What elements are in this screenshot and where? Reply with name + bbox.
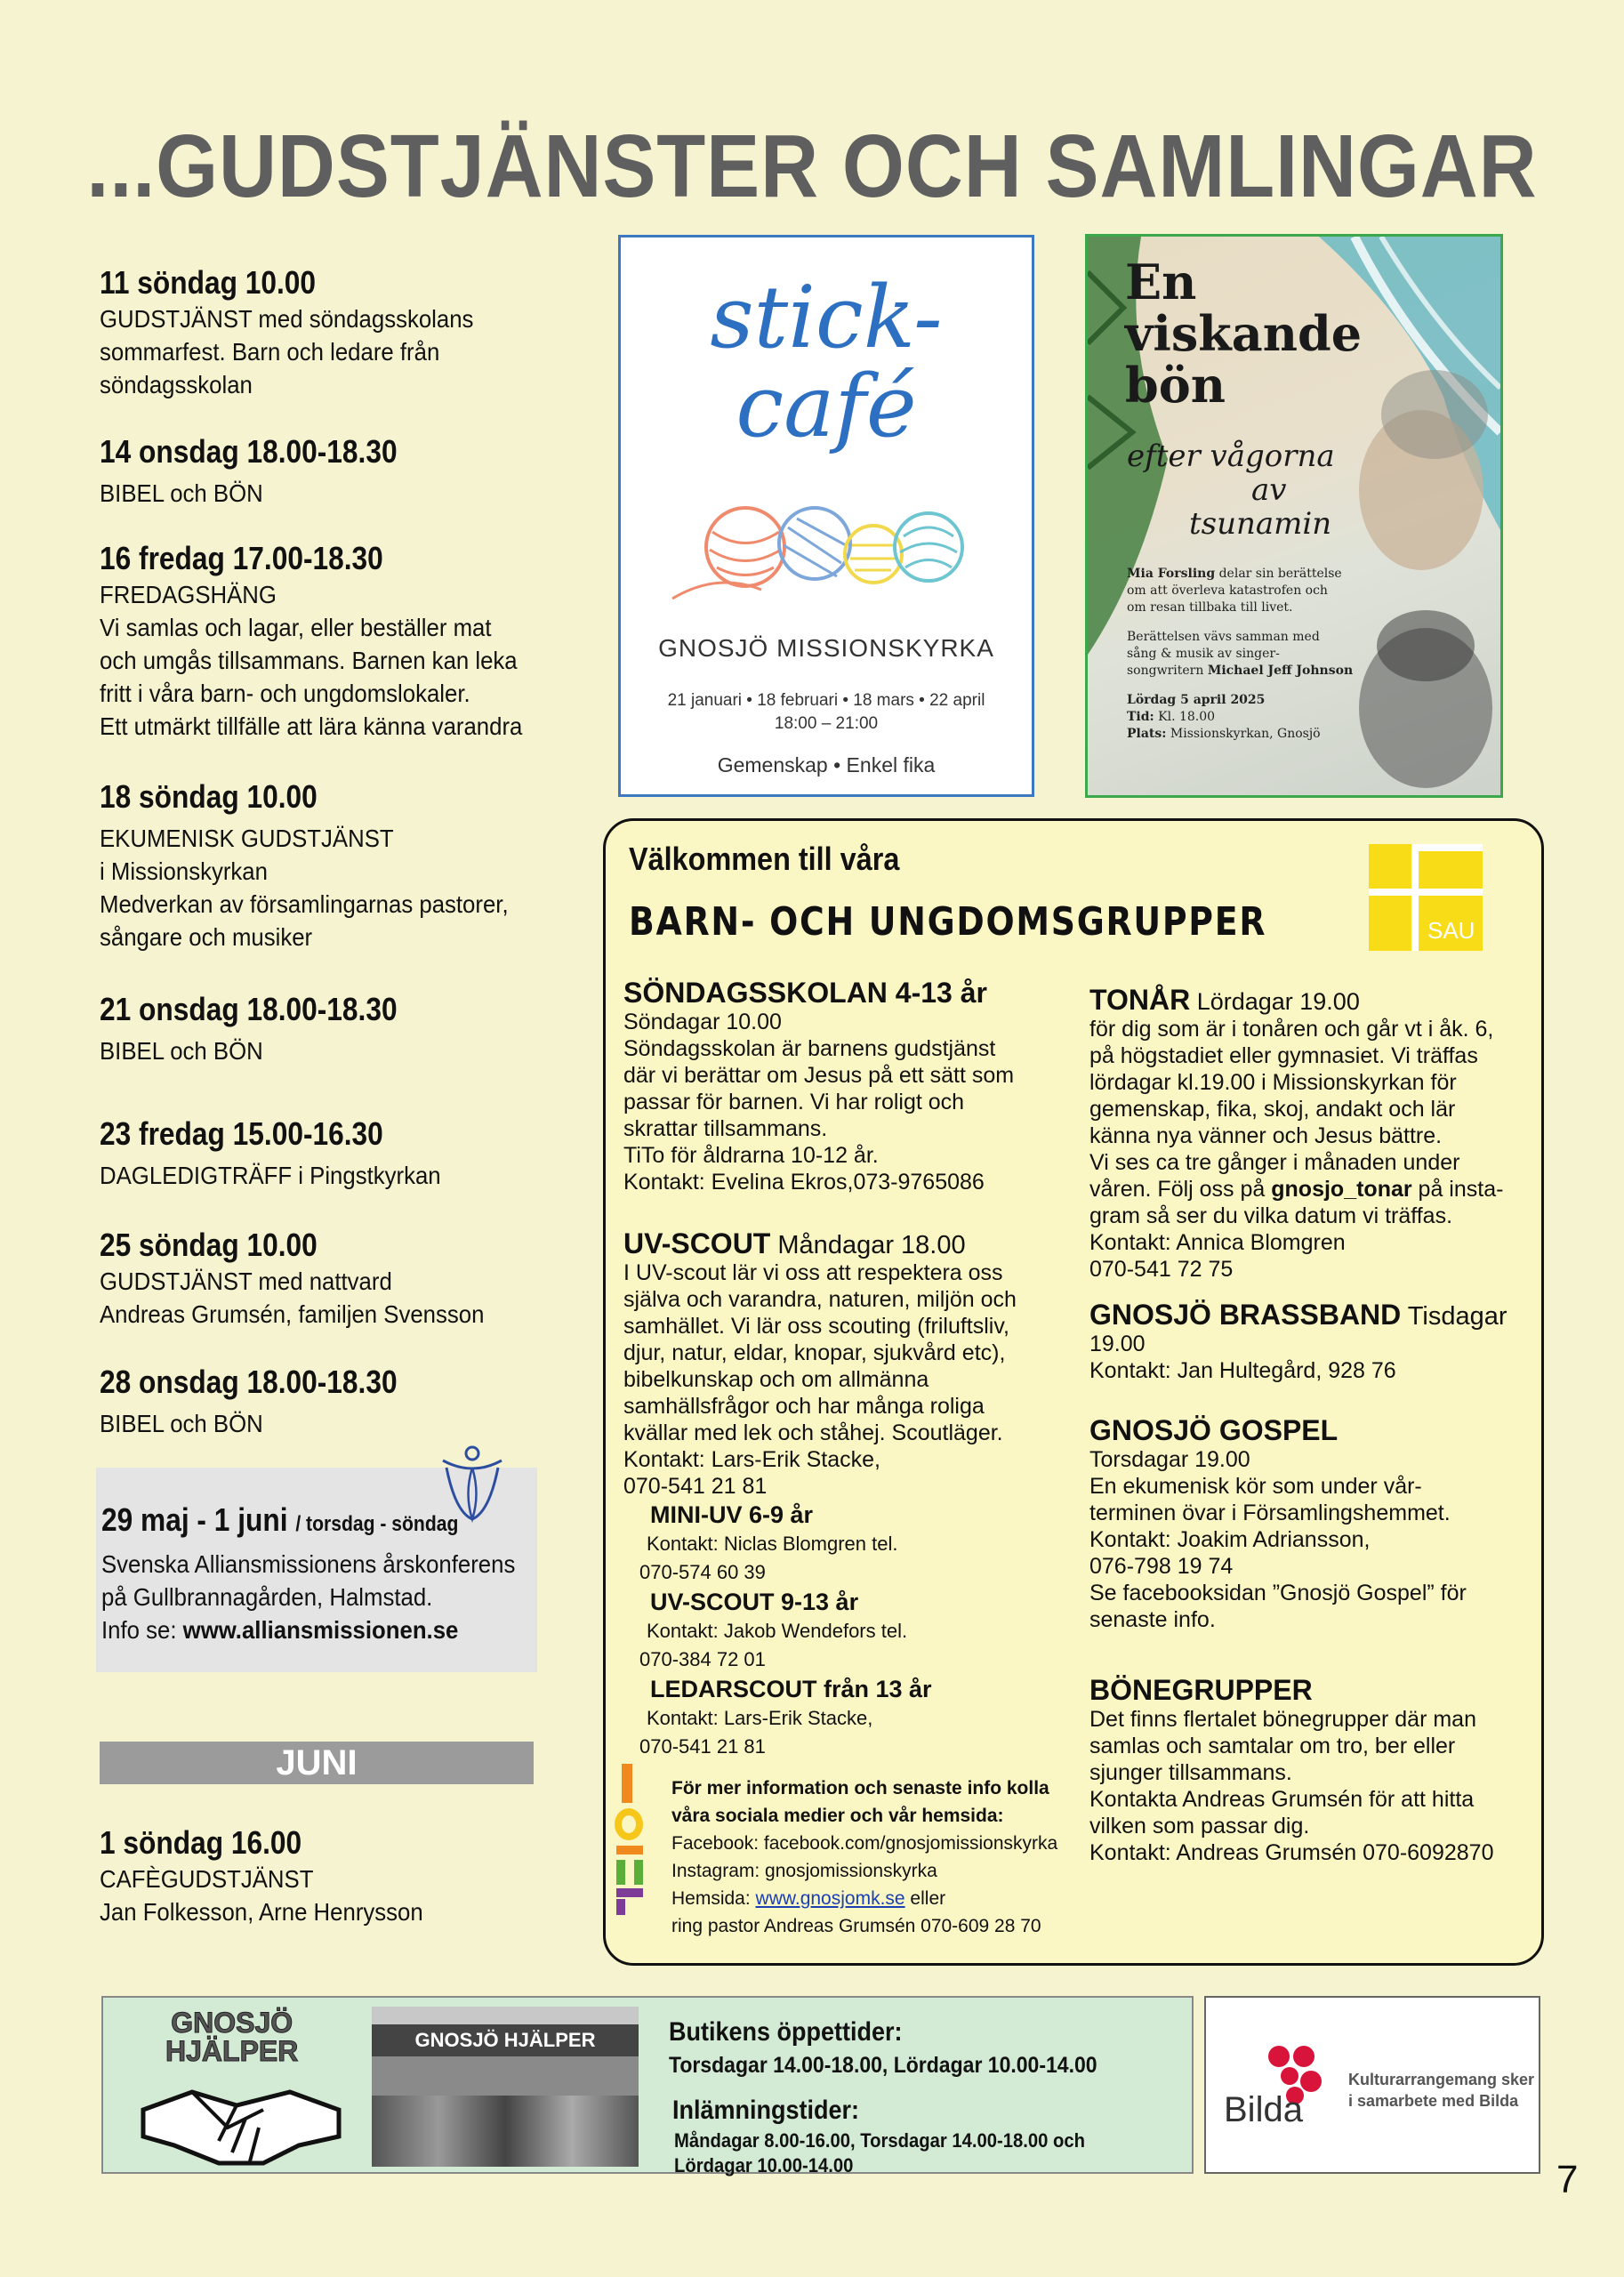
brassband-section: GNOSJÖ BRASSBAND Tisdagar 19.00 Kontakt: Jan Hultegård, 928 76 — [1089, 1299, 1507, 1383]
gospel-section: GNOSJÖ GOSPEL Torsdagar 19.00 En ekumenisk kör som under vår- terminen övar i Församlingshemmet. Kontakt: Joakim Adriansson, 076-798 19 74 Se facebooksidan ”Gnosjö Gospel” för senaste info. — [1089, 1414, 1467, 1632]
section-line: terminen övar i Församlingshemmet. — [1089, 1501, 1451, 1525]
section-line: själva och varandra, naturen, miljön och — [623, 1287, 1017, 1312]
gnosjo-hjalper-banner — [101, 1996, 1194, 2174]
scout-subgroup: LEDARSCOUT från 13 år Kontakt: Lars-Erik Stacke, 070-541 21 81 — [639, 1676, 932, 1758]
page-title: ...GUDSTJÄNSTER OCH SAMLINGAR — [86, 117, 1538, 216]
section-line: vilken som passar dig. — [1089, 1814, 1310, 1838]
event-date: 25 söndag 10.00 — [100, 1227, 318, 1263]
event-line: BIBEL och BÖN — [100, 1037, 263, 1065]
conference-line: på Gullbrannagården, Halmstad. — [101, 1583, 433, 1611]
event-line: BIBEL och BÖN — [100, 479, 263, 507]
bon-title: En viskande bön — [1125, 253, 1363, 414]
section-line: Kontakt: Andreas Grumsén 070-6092870 — [1089, 1840, 1494, 1865]
event-line: FREDAGSHÄNG — [100, 581, 277, 608]
section-line: senaste info. — [1089, 1607, 1216, 1632]
event-line: EKUMENISK GUDSTJÄNST — [100, 825, 394, 852]
yarn-balls-icon — [663, 501, 993, 607]
section-line: Söndagsskolan är barnens gudstjänst — [623, 1036, 996, 1061]
hours-text: Torsdagar 14.00-18.00, Lördagar 10.00-14.00 — [669, 2053, 1097, 2078]
stickcafe-logo: stick- café — [710, 268, 943, 456]
event-item — [100, 539, 598, 743]
section-line: Torsdagar 19.00 — [1089, 1447, 1250, 1472]
dropoff-text: Lördagar 10.00-14.00 — [674, 2154, 854, 2176]
bon-text: Mia Forsling delar sin berättelse om att överleva katastrofen och om resan tillbaka till livet. Berättelsen vävs samman med sång & musik av singer- songwritern Michael Jeff Johnson Lördag 5 april 2025 Tid: Kl. 18.00 Plats: Missionskyrkan, Gnosjö — [1127, 567, 1354, 741]
hours-title: Butikens öppettider: — [669, 2017, 903, 2047]
event-date: 14 onsdag 18.00-18.30 — [100, 433, 398, 470]
dropoff-text: Måndagar 8.00-16.00, Torsdagar 14.00-18.00 och — [674, 2129, 1085, 2152]
section-line: TiTo för åldrarna 10-12 år. — [623, 1143, 879, 1168]
youth-groups-box — [603, 818, 1544, 1966]
section-line: samlas och samtalar om tro, ber eller — [1089, 1734, 1456, 1758]
event-item — [100, 263, 598, 401]
store-photo: GNOSJÖ HJÄLPER — [372, 2007, 639, 2167]
handshake-icon — [139, 2074, 343, 2172]
section-line: I UV-scout lär vi oss att respektera oss — [623, 1260, 1003, 1285]
stickcafe-church: GNOSJÖ MISSIONSKYRKA — [658, 634, 994, 662]
groups-welcome: Välkommen till våra — [629, 841, 900, 877]
bon-subtitle: efter vågorna av tsunamin — [1127, 439, 1335, 542]
instagram-link[interactable]: Instagram: gnosjomissionskyrka — [671, 1861, 937, 1881]
event-line: Ett utmärkt tillfälle att lära känna varandra — [100, 712, 523, 740]
event-line: Medverkan av församlingarnas pastorer, — [100, 890, 509, 918]
conference-box — [96, 1468, 537, 1672]
conference-line: Svenska Alliansmissionens årskonferens — [101, 1550, 516, 1578]
section-line: där vi berättar om Jesus på ett sätt som — [623, 1063, 1015, 1088]
section-line: samhällsfrågor och har många roliga — [623, 1394, 985, 1419]
event-item — [100, 990, 598, 1067]
page-number: 7 — [1556, 2158, 1579, 2201]
event-line: CAFÈGUDSTJÄNST — [100, 1865, 314, 1893]
event-date: 1 söndag 16.00 — [100, 1824, 302, 1861]
bilda-text: Kulturarrangemang sker i samarbete med Bilda — [1348, 2071, 1535, 2110]
tonar-instagram-handle[interactable]: gnosjo_tonar — [1271, 1177, 1412, 1202]
uvscout-section: UV-SCOUT Måndagar 18.00 I UV-scout lär vi oss att respektera oss själva och varandra, naturen, miljön och samhället. Vi lär oss scouting (friluftsliv, djur, natur, eldar, knopar, sjukvård etc), bibelkunskap och om allmänna samhällsfrågor och har många roliga kvällar med lek och ståhej. Scoutläger. Kontakt: Lars-Erik Stacke, 070-541 21 81 MINI-UV 6-9 år Kontakt: Niclas Blomgren tel. 070-574 60 39 UV-SCOUT 9-13 år Kontakt: Jakob Wendefors tel. 070-384 72 01 LEDARSCOUT från 13 år Kontakt: Lars-Erik Stacke, 070-541 21 81 — [623, 1230, 1017, 1761]
section-line: En ekumenisk kör som under vår- — [1089, 1474, 1422, 1499]
section-line: Söndagar 10.00 — [623, 1010, 782, 1034]
scout-subgroup: UV-SCOUT 9-13 år Kontakt: Jakob Wendefors tel. 070-384 72 01 — [639, 1589, 908, 1670]
juni-header: JUNI — [100, 1742, 534, 1784]
event-item — [100, 1226, 598, 1331]
event-line: Jan Folkesson, Arne Henrysson — [100, 1898, 423, 1926]
event-line: och umgås tillsammans. Barnen kan leka — [100, 647, 518, 674]
section-line: passar för barnen. Vi har roligt och — [623, 1090, 965, 1114]
event-date: 11 söndag 10.00 — [100, 264, 317, 301]
scout-subgroup: MINI-UV 6-9 år Kontakt: Niclas Blomgren tel. 070-574 60 39 — [639, 1501, 898, 1583]
stickcafe-poster — [618, 235, 1034, 797]
alliansmissionen-link[interactable]: www.alliansmissionen.se — [182, 1616, 459, 1644]
event-line: Andreas Grumsén, familjen Svensson — [100, 1300, 485, 1328]
event-date: 23 fredag 15.00-16.30 — [100, 1115, 383, 1152]
bilda-box — [1204, 1996, 1540, 2174]
sondagsskolan-section: SÖNDAGSSKOLAN 4-13 år Söndagar 10.00 Söndagsskolan är barnens gudstjänst där vi berättar om Jesus på ett sätt som passar för barnen. Vi har roligt och skrattar tillsammans. TiTo för åldrarna 10-12 år. Kontakt: Evelina Ekros,073-9765086 — [623, 977, 1015, 1195]
section-line: skrattar tillsammans. — [623, 1116, 828, 1141]
section-line: kvällar med lek och ståhej. Scoutläger. — [623, 1420, 1003, 1445]
section-line: bibelkunskap och om allmänna — [623, 1367, 929, 1392]
event-line: DAGLEDIGTRÄFF i Pingstkyrkan — [100, 1162, 441, 1189]
viskande-bon-poster — [1085, 234, 1503, 798]
event-date: 16 fredag 17.00-18.30 — [100, 540, 383, 576]
event-date: 28 onsdag 18.00-18.30 — [100, 1364, 398, 1400]
section-line: Kontakt: Joakim Adriansson, — [1089, 1527, 1371, 1552]
section-line: 070-541 21 81 — [623, 1474, 768, 1499]
gnosjo-hjalper-logo: GNOSJÖ HJÄLPER — [165, 2007, 299, 2067]
event-item — [100, 1114, 598, 1192]
conference-date: 29 maj - 1 juni / torsdag - söndag — [101, 1501, 459, 1538]
event-line: GUDSTJÄNST med nattvard — [100, 1267, 392, 1295]
section-line: sjunger tillsammans. — [1089, 1760, 1292, 1785]
dropoff-title: Inlämningstider: — [672, 2096, 860, 2125]
section-line: djur, natur, eldar, knopar, sjukvård etc), — [623, 1340, 1006, 1365]
event-item — [100, 432, 598, 510]
sau-logo: SAU — [1369, 844, 1483, 951]
event-line: sångare och musiker — [100, 923, 313, 951]
section-line: Kontakt: Lars-Erik Stacke, — [623, 1447, 881, 1472]
event-date: 21 onsdag 18.00-18.30 — [100, 991, 398, 1027]
event-item — [100, 1823, 598, 1928]
stickcafe-footer: Gemenskap • Enkel fika — [717, 753, 936, 776]
event-line: sommarfest. Barn och ledare från — [100, 338, 440, 366]
stickcafe-dates: 21 januari • 18 februari • 18 mars • 22 april — [667, 691, 985, 710]
info-section: För mer information och senaste info kolla våra sociala medier och vår hemsida: Facebook: facebook.com/gnosjomissionskyrka Instagram: gnosjomissionskyrka Hemsida: www.gnosjomk.se eller ring pastor Andreas Grumsén 070-609 28 70 — [671, 1778, 1058, 1936]
event-line: söndagsskolan — [100, 371, 253, 398]
event-item — [100, 1363, 598, 1440]
section-line: Kontakta Andreas Grumsén för att hitta — [1089, 1787, 1475, 1812]
section-line: Se facebooksidan ”Gnosjö Gospel” för — [1089, 1581, 1467, 1605]
tonar-section: TONÅR Lördagar 19.00 för dig som är i tonåren och går vt i åk. 6, på högstadiet eller gymnasiet. Vi träffas lördagar kl.19.00 i Missionskyrkan för gemenskap, fika, skoj, andakt och lär känna nya vänner och Jesus bättre. Vi ses ca tre gånger i månaden under våren. Följ oss på gnosjo_tonar på insta- gram så ser du vilka datum vi träffas. Kontakt: Annica Blomgren 070-541 72 75 — [1089, 984, 1504, 1282]
groups-heading: BARN- OCH UNGDOMSGRUPPER — [629, 899, 1267, 945]
facebook-link[interactable]: Facebook: facebook.com/gnosjomissionskyrka — [671, 1833, 1058, 1854]
event-date: 18 söndag 10.00 — [100, 778, 318, 815]
event-line: BIBEL och BÖN — [100, 1410, 263, 1437]
section-line: 076-798 19 74 — [1089, 1554, 1234, 1579]
event-line: fritt i våra barn- och ungdomslokaler. — [100, 680, 470, 707]
event-item — [100, 777, 598, 953]
stickcafe-time: 18:00 – 21:00 — [774, 714, 879, 733]
section-line: Kontakt: Evelina Ekros,073-9765086 — [623, 1170, 985, 1195]
event-line: GUDSTJÄNST med söndagsskolans — [100, 305, 474, 333]
section-line: Det finns flertalet bönegrupper där man — [1089, 1707, 1476, 1732]
event-line: Vi samlas och lagar, eller beställer mat — [100, 614, 492, 641]
bonegrupper-section: BÖNEGRUPPER Det finns flertalet bönegrupper där man samlas och samtalar om tro, ber eller sjunger tillsammans. Kontakta Andreas Grumsén för att hitta vilken som passar dig. Kontakt: Andreas Grumsén 070-6092870 — [1089, 1674, 1494, 1865]
info-badge-icon — [613, 1764, 648, 1915]
website-link[interactable]: www.gnosjomk.se — [755, 1888, 905, 1909]
bilda-logo-text: Bilda — [1224, 2090, 1303, 2129]
section-line: samhället. Vi lär oss scouting (friluftsliv, — [623, 1314, 1009, 1339]
conference-info: Info se: www.alliansmissionen.se — [101, 1616, 459, 1644]
event-line: i Missionskyrkan — [100, 857, 268, 885]
